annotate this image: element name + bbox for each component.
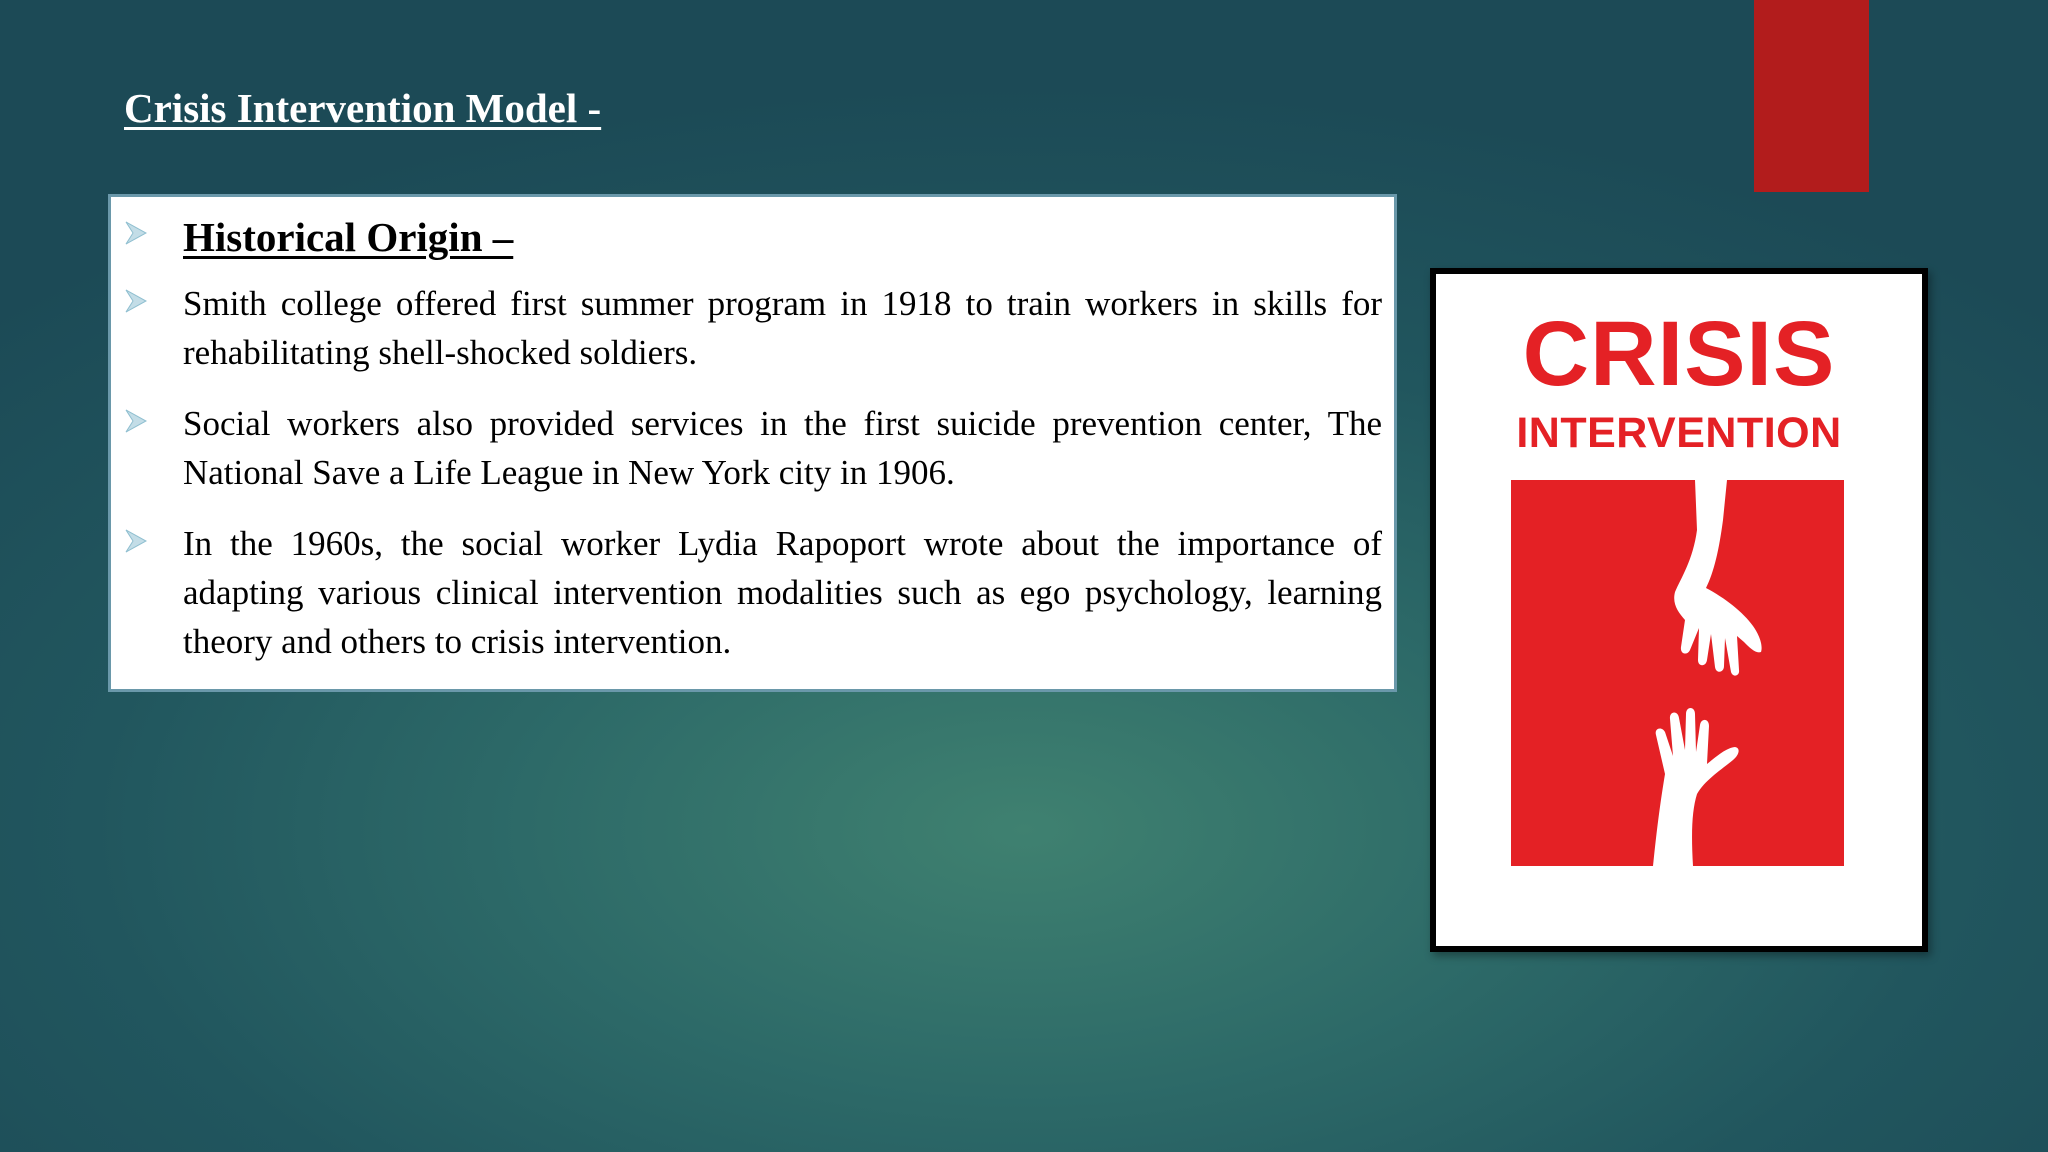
red-accent-bar	[1754, 0, 1869, 192]
section-heading: Historical Origin –	[183, 214, 514, 260]
slide-title: Crisis Intervention Model -	[124, 85, 602, 131]
bullet-text: In the 1960s, the social worker Lydia Rapoport wrote about the importance of adapting various clinical intervention modalities such as ego psychology, learning theory and others to crisis intervention.	[183, 524, 1382, 661]
logo-title-crisis: CRISIS	[1522, 303, 1836, 405]
bullet-item	[111, 519, 1380, 666]
arrowhead-bullet-icon	[125, 289, 147, 313]
bullet-text: Smith college offered first summer program in 1918 to train workers in skills for rehabilitating shell-shocked soldiers.	[183, 284, 1382, 372]
crisis-intervention-logo	[1430, 268, 1928, 952]
content-box	[108, 194, 1397, 692]
bullet-list	[111, 211, 1380, 666]
arrowhead-bullet-icon	[125, 529, 147, 553]
bullet-heading	[111, 211, 1380, 263]
bullet-item	[111, 279, 1380, 377]
reaching-hands-icon	[1511, 480, 1844, 866]
arrowhead-bullet-icon	[125, 221, 147, 245]
bullet-item	[111, 399, 1380, 497]
logo-title-intervention: INTERVENTION	[1516, 409, 1842, 457]
arrowhead-bullet-icon	[125, 409, 147, 433]
bullet-text: Social workers also provided services in the first suicide prevention center, The National Save a Life League in New York city in 1906.	[183, 404, 1382, 492]
